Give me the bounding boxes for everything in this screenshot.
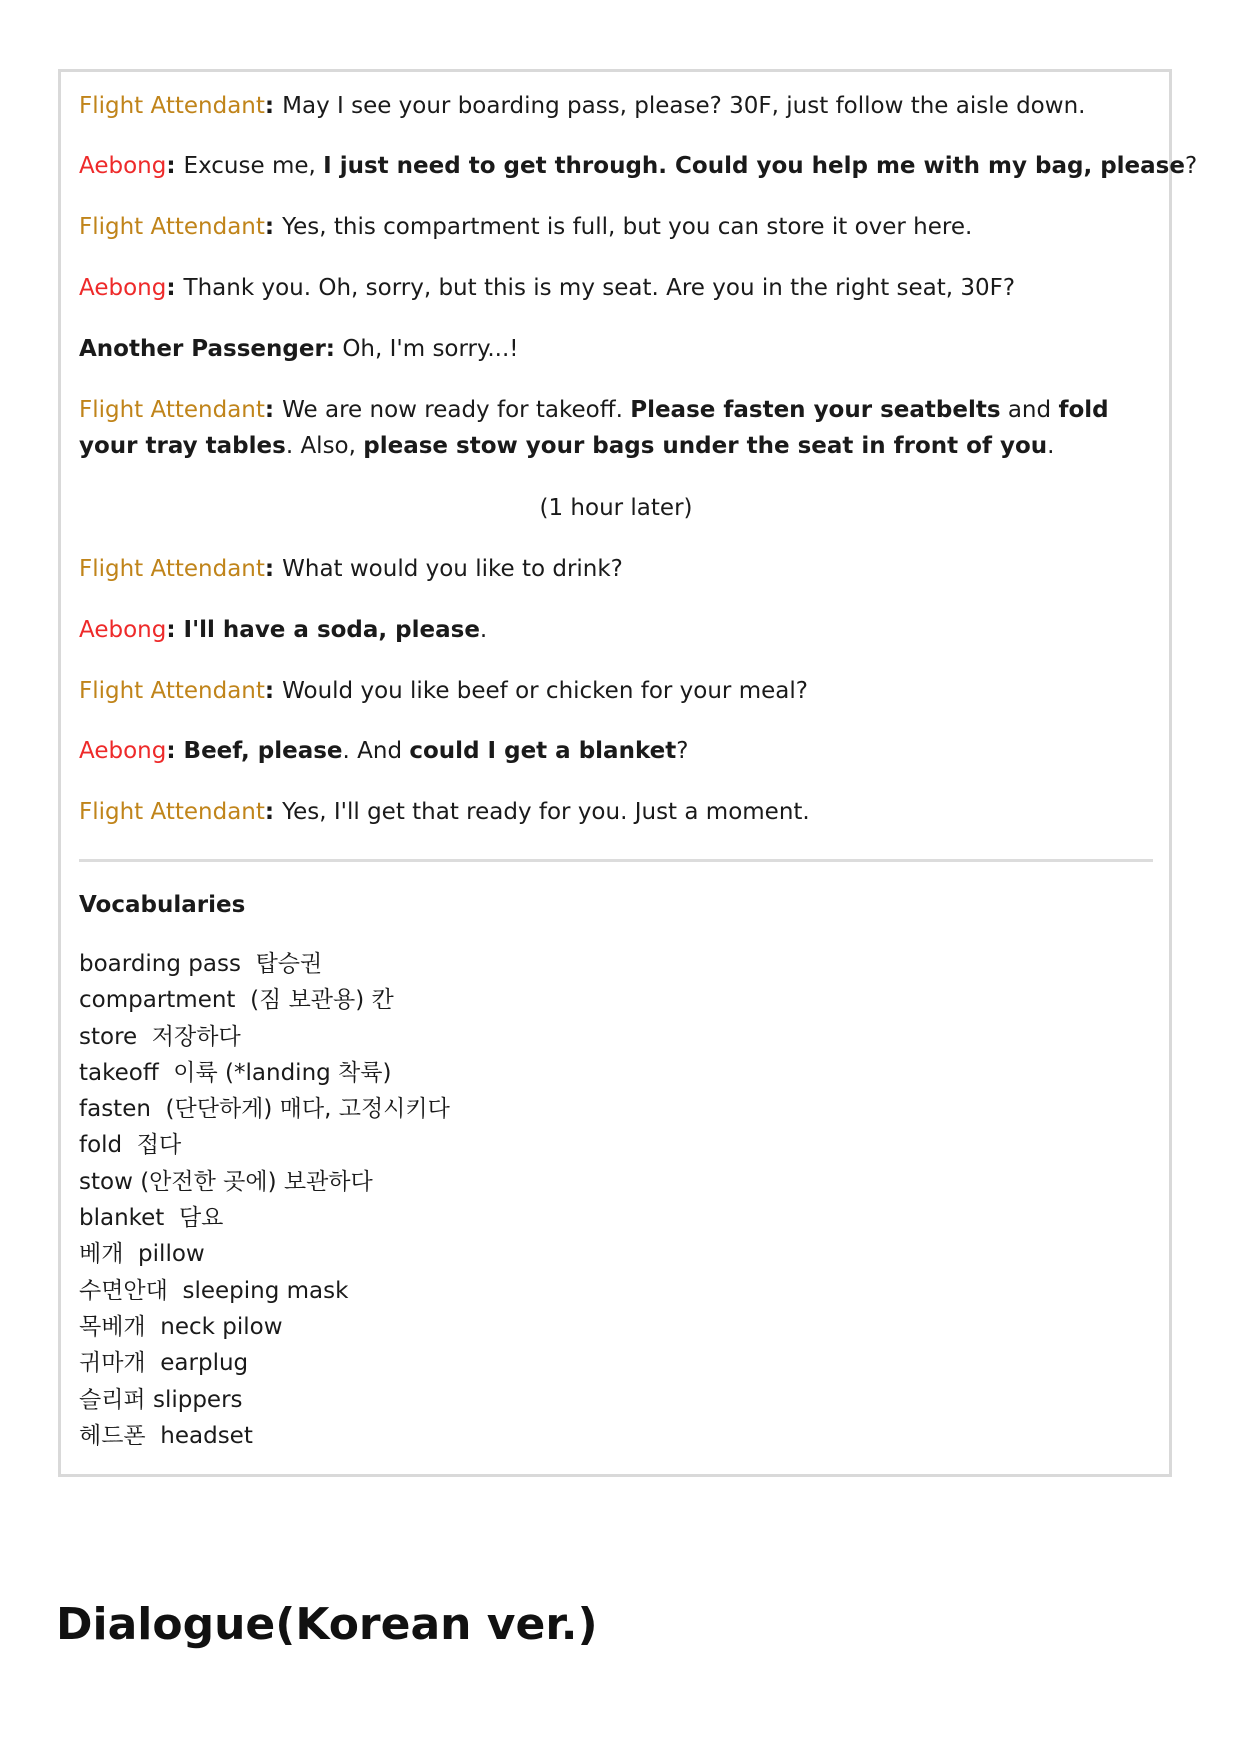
divider [79,859,1153,862]
vocabulary-item: blanket 담요 [79,1205,224,1232]
vocabulary-item: 베개 pillow [79,1241,205,1268]
line-text: What would you like to drink? [282,556,623,582]
dialogue-line-5 [79,331,1159,367]
dialogue-line-4 [79,270,1159,306]
line-text-bold: Beef, please [183,738,343,764]
speaker-name: Another Passenger: [79,336,336,362]
vocabulary-item: 슬리퍼 slippers [79,1386,243,1413]
dialogue-line-11 [79,733,1159,769]
speaker-separator: : [264,678,283,704]
line-text-bold: fold your tray tables [79,397,1109,459]
line-text-bold: could I get a blanket [409,738,677,764]
vocabulary-heading: Vocabularies [79,892,246,918]
speaker-separator: : [166,153,184,179]
vocabulary-item: store 저장하다 [79,1023,241,1050]
line-text: Yes, this compartment is full, but you can store it over here. [282,214,973,240]
speaker-name: Aebong [79,275,167,301]
time-note [79,490,1153,526]
vocabulary-item: compartment (짐 보관용) 칸 [79,987,394,1014]
speaker-name: Flight Attendant [79,678,265,704]
line-text: Oh, I'm sorry...! [335,336,519,362]
vocabulary-item: 귀마개 earplug [79,1350,249,1377]
line-text: ? [676,738,689,764]
line-text: Yes, I'll get that ready for you. Just a moment. [282,799,810,825]
speaker-name: Aebong [79,153,167,179]
line-text: (1 hour later) [539,495,693,521]
speaker-name: Flight Attendant [79,214,265,240]
line-text: ? [1184,153,1198,179]
line-text: Excuse me, [183,153,324,179]
speaker-separator: : [264,93,283,119]
dialogue-line-9 [79,612,1159,648]
dialogue-line-1 [79,88,1159,124]
dialogue-line-12 [79,794,1159,830]
line-text-bold: I'll have a soda, please [183,617,480,643]
speaker-separator: : [264,799,283,825]
vocabulary-item: stow (안전한 곳에) 보관하다 [79,1168,373,1195]
dialogue-line-3 [79,209,1159,245]
line-text: Thank you. Oh, sorry, but this is my seat. Are you in the right seat, 30F? [183,275,1016,301]
speaker-separator: : [166,275,184,301]
vocabulary-item: takeoff 이륙 (*landing 착륙) [79,1059,392,1086]
dialogue-line-6 [79,392,1159,464]
line-text: . [479,617,488,643]
line-text: . Also, [285,433,364,459]
vocabulary-item: boarding pass 탑승권 [79,951,323,977]
line-text: . And [342,738,410,764]
vocabulary-item: 헤드폰 headset [79,1422,253,1449]
vocabulary-list [79,946,450,1454]
line-text: . [1047,433,1055,459]
vocabulary-item: 수면안대 sleeping mask [79,1277,349,1304]
vocabulary-item: fasten (단단하게) 매다, 고정시키다 [79,1096,450,1123]
speaker-separator: : [166,738,184,764]
speaker-name: Aebong [79,617,167,643]
speaker-separator: : [264,556,283,582]
dialogue-line-10 [79,673,1159,709]
vocabulary-item: fold 접다 [79,1132,182,1159]
line-text-bold: Please fasten your seatbelts [630,397,1001,423]
line-text: May I see your boarding pass, please? 30F, just follow the aisle down. [282,93,1086,119]
speaker-separator: : [264,397,283,423]
speaker-name: Flight Attendant [79,556,265,582]
speaker-separator: : [264,214,283,240]
speaker-separator: : [166,617,184,643]
line-text-bold: I just need to get through. Could you help me with my bag, please [323,153,1185,179]
line-text: Would you like beef or chicken for your meal? [282,678,808,704]
speaker-name: Flight Attendant [79,397,265,423]
line-text: We are now ready for takeoff. [282,397,631,423]
speaker-name: Flight Attendant [79,93,265,119]
dialogue-line-8 [79,551,1159,587]
section-title: Dialogue(Korean ver.) [56,1599,598,1650]
line-text-bold: please stow your bags under the seat in front of you [363,433,1048,459]
line-text: and [1000,397,1059,423]
speaker-name: Flight Attendant [79,799,265,825]
dialogue-line-2 [79,148,1198,184]
speaker-name: Aebong [79,738,167,764]
vocabulary-item: 목베개 neck pilow [79,1313,283,1340]
